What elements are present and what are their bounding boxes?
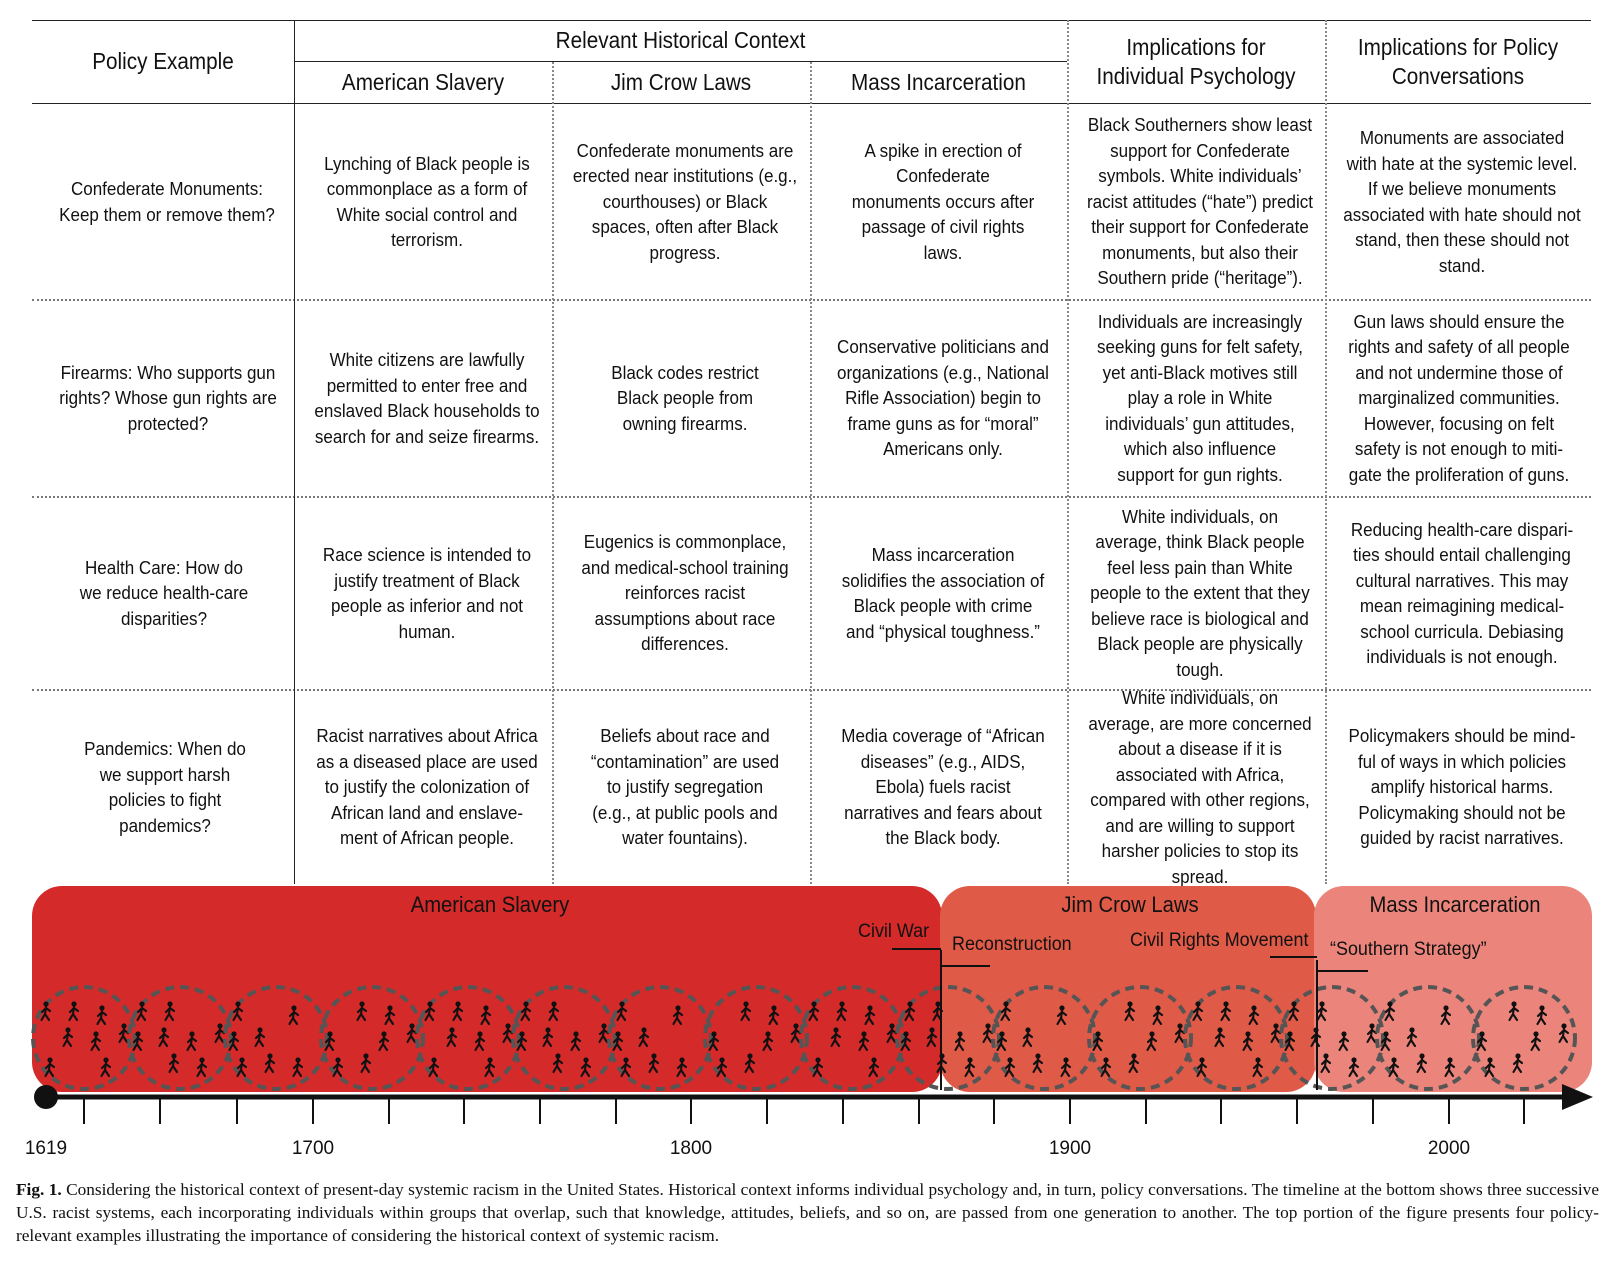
header-mass-incarceration: Mass Incarceration xyxy=(851,69,1026,95)
row1-slavery: Lynching of Black people is commonplace as a form of White social control and terrorism. xyxy=(324,152,530,250)
row2-policy: Firearms: Who supports gun rights? Whose gun rights are protected? xyxy=(59,361,277,434)
row3-slavery: Race science is intended to justify treatment of Black people as inferior and not human. xyxy=(322,544,532,642)
axis-ticks xyxy=(84,1097,1524,1124)
row2-slavery: White citizens are lawfully permitted to enter free and enslaved Black households to search for and seize firearms. xyxy=(314,349,540,447)
row3-policy-implication: Reducing health-care dispari-ties should entail challenging cultural narratives. This may mean reimagining medical-school curricula. Debiasing individuals is not enough. xyxy=(1350,518,1574,667)
header-historical-context: Relevant Historical Context xyxy=(555,27,806,53)
year-label: 1700 xyxy=(291,1138,335,1159)
row3-jim-crow: Eugenics is commonplace, and medical-school training reinforces racist assumptions about race differences. xyxy=(581,531,789,655)
row1-psychology: Black Southerners show least support for Confederate symbols. White individuals’ racist attitudes (“hate”) predict their support for Confederate monuments, but also their Southern pride (“heritage”). xyxy=(1086,114,1314,289)
row3-mass-incarceration: Mass incarceration solidifies the association of Black people with crime and “physical toughness.” xyxy=(841,544,1045,642)
event-civil-rights: Civil Rights Movement xyxy=(1130,929,1309,951)
row1-policy-implication: Monuments are associated with hate at the systemic level. If we believe monuments associated with hate should not stand, then these should not stand. xyxy=(1343,127,1581,276)
row1-policy: Confederate Monuments: Keep them or remove them? xyxy=(59,178,275,225)
axis-arrowhead xyxy=(1562,1084,1593,1110)
row4-psychology: White individuals, on average, are more concerned about a disease if it is associated with Africa, compared with other regions, and are willing to support harsher policies to stop its spread. xyxy=(1088,687,1312,887)
row2-psychology: Individuals are increasingly seeking guns for felt safety, yet anti-Black motives still play a role in White individuals’ gun attitudes, which also influence support for gun rights. xyxy=(1097,310,1303,485)
event-southern-strategy: “Southern Strategy” xyxy=(1330,938,1487,960)
year-label: 2000 xyxy=(1427,1138,1471,1159)
row4-mass-incarceration: Media coverage of “African diseases” (e.g., AIDS, Ebola) fuels racist narratives and fears about the Black body. xyxy=(841,725,1045,849)
row4-slavery: Racist narratives about Africa as a diseased place are used to justify the colonization of African land and enslave-ment of African people. xyxy=(316,725,538,849)
header-policy-conversations: Implications for Policy Conversations xyxy=(1357,33,1559,89)
header-american-slavery: American Slavery xyxy=(341,69,505,95)
figure-caption xyxy=(16,1178,1599,1247)
event-reconstruction: Reconstruction xyxy=(952,933,1072,955)
row4-policy: Pandemics: When do we support harsh policies to fight pandemics? xyxy=(84,738,246,836)
row2-mass-incarceration: Conservative politicians and organizations (e.g., National Rifle Association) begin to frame guns as for “moral” Americans only. xyxy=(837,336,1049,460)
row2-jim-crow: Black codes restrict Black people from owning firearms. xyxy=(611,361,759,434)
row4-policy-implication: Policymakers should be mind-ful of ways in which policies amplify historical harms. Policymaking should not be guided by racist narratives. xyxy=(1348,725,1576,849)
row3-psychology: White individuals, on average, think Black people feel less pain than White people to the extent that they believe race is biological and Black people are physically tough. xyxy=(1090,505,1310,680)
axis-start-dot xyxy=(34,1085,58,1109)
header-jim-crow: Jim Crow Laws xyxy=(610,69,752,95)
era-label-american-slavery: American Slavery xyxy=(410,892,570,917)
caption-label: Fig. 1. xyxy=(16,1180,62,1199)
header-individual-psychology: Implications for Individual Psychology xyxy=(1096,33,1296,89)
header-policy-example: Policy Example xyxy=(92,48,234,74)
event-civil-war: Civil War xyxy=(858,920,930,942)
caption-text: Considering the historical context of present-day systemic racism in the United States. Historical context informs individual psychology and, in turn, policy conversations. The timeline at the bottom shows three successive U.S. racist systems, each incorporating individuals within groups that overlap, such that knowledge, attitudes, beliefs, and so on, are passed from one generation to another. The top portion of the figure presents four policy-relevant examples illustrating the importance of considering the historical context of systemic racism. xyxy=(16,1180,1599,1245)
row4-jim-crow: Beliefs about race and “contamination” are used to justify segregation (e.g., at public pools and water fountains). xyxy=(590,725,780,849)
row1-mass-incarceration: A spike in erection of Confederate monuments occurs after passage of civil rights laws. xyxy=(851,139,1035,263)
era-label-mass-incarceration: Mass Incarceration xyxy=(1369,892,1541,917)
row1-jim-crow: Confederate monuments are erected near institutions (e.g., courthouses) or Black spaces, often after Black progress. xyxy=(572,139,798,263)
row3-policy: Health Care: How do we reduce health-care disparities? xyxy=(79,556,249,629)
year-label: 1800 xyxy=(669,1138,713,1159)
year-label: 1900 xyxy=(1048,1138,1092,1159)
row2-policy-implication: Gun laws should ensure the rights and safety of all people and not undermine those of marginalized communities. However, focusing on felt safety is not enough to miti-gate the proliferation of guns. xyxy=(1348,310,1570,485)
year-label: 1619 xyxy=(24,1138,68,1159)
era-label-jim-crow: Jim Crow Laws xyxy=(1061,892,1199,917)
